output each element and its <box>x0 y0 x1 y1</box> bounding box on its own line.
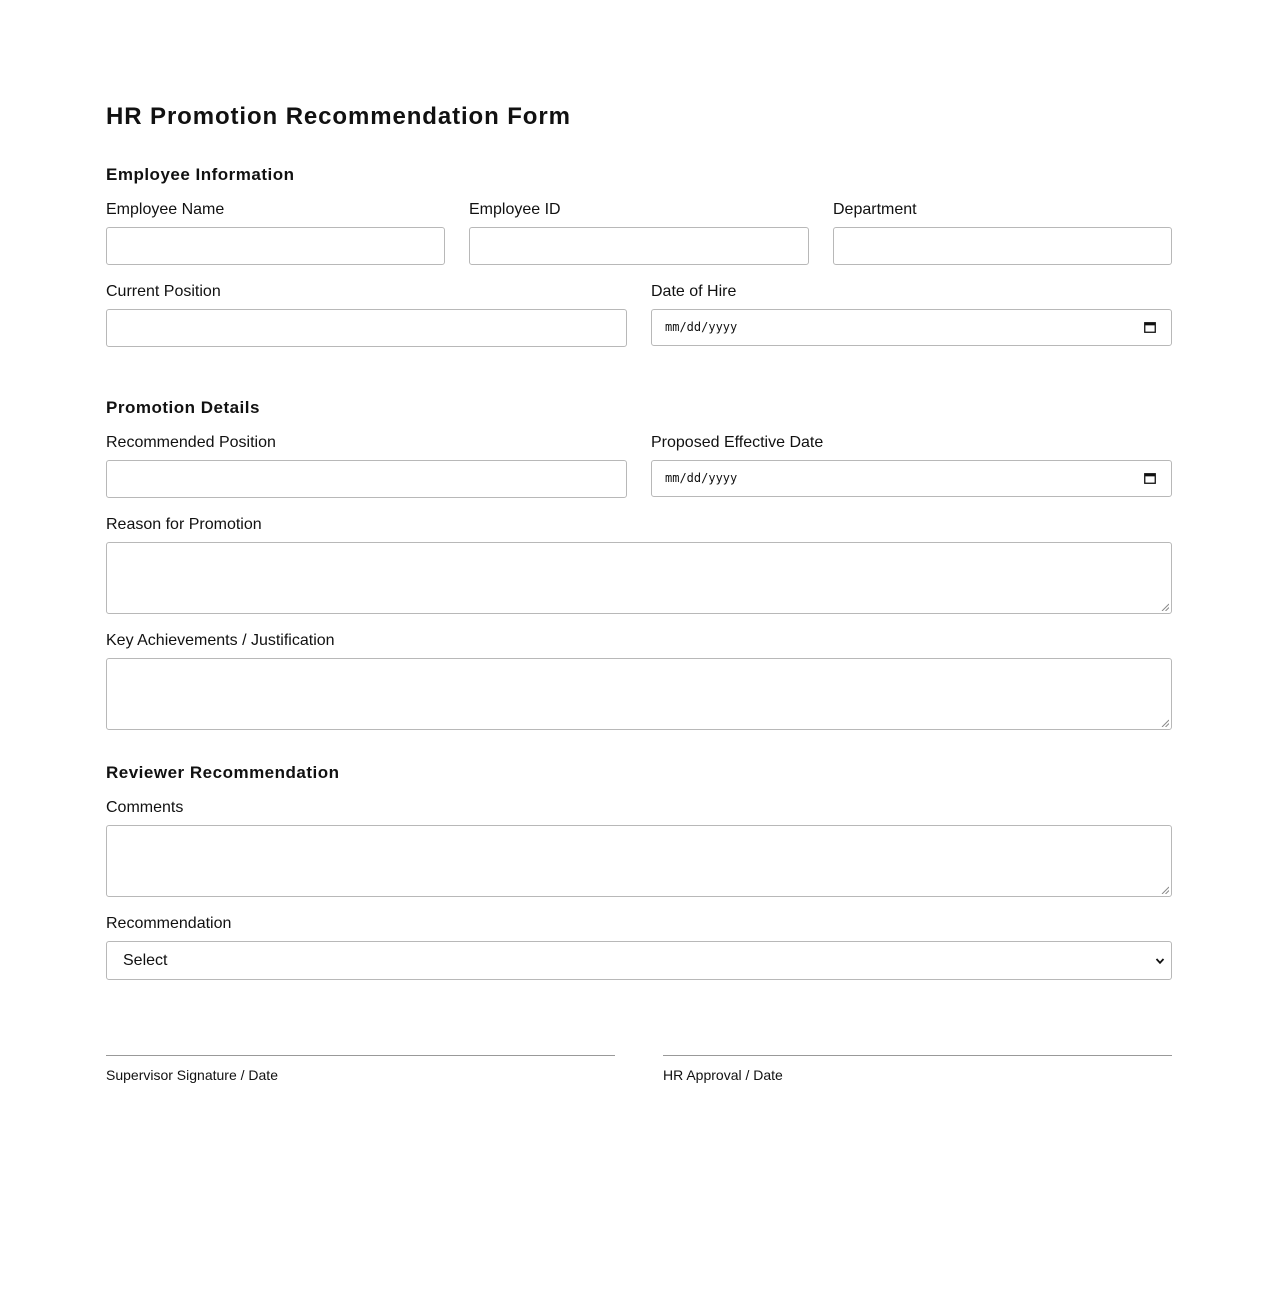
employee-name-label: Employee Name <box>106 201 225 218</box>
comments-textarea[interactable] <box>106 825 1172 897</box>
key-achievements-textarea[interactable] <box>106 658 1172 730</box>
form-title: HR Promotion Recommendation Form <box>106 103 571 130</box>
proposed-effective-date-field <box>651 434 1172 498</box>
recommended-position-field <box>106 434 627 498</box>
supervisor-signature-label: Supervisor Signature / Date <box>106 1067 278 1083</box>
date-of-hire-field <box>651 283 1172 347</box>
proposed-effective-date-label: Proposed Effective Date <box>651 434 824 451</box>
department-field <box>833 201 1172 265</box>
recommendation-selected-value: Select <box>123 952 168 969</box>
section-heading-reviewer-recommendation: Reviewer Recommendation <box>106 763 340 782</box>
employee-name-field <box>106 201 445 265</box>
current-position-field <box>106 283 627 347</box>
date-of-hire-label: Date of Hire <box>651 283 737 300</box>
reason-for-promotion-field <box>106 516 1172 614</box>
department-label: Department <box>833 201 917 218</box>
key-achievements-label: Key Achievements / Justification <box>106 632 335 649</box>
supervisor-signature-line <box>106 1055 615 1056</box>
employee-id-input[interactable] <box>469 227 809 265</box>
resize-grip-icon[interactable] <box>1161 603 1169 611</box>
current-position-input[interactable] <box>106 309 627 347</box>
comments-field <box>106 799 1172 897</box>
key-achievements-field <box>106 632 1172 730</box>
recommended-position-label: Recommended Position <box>106 434 276 451</box>
section-heading-employee-information: Employee Information <box>106 165 295 184</box>
date-of-hire-placeholder: mm/dd/yyyy <box>665 320 738 334</box>
comments-label: Comments <box>106 799 184 816</box>
reason-for-promotion-textarea[interactable] <box>106 542 1172 614</box>
calendar-icon[interactable] <box>1144 472 1156 484</box>
date-of-hire-input[interactable] <box>651 309 1172 346</box>
employee-name-input[interactable] <box>106 227 445 265</box>
section-heading-promotion-details: Promotion Details <box>106 398 260 417</box>
resize-grip-icon[interactable] <box>1161 719 1169 727</box>
recommended-position-input[interactable] <box>106 460 627 498</box>
current-position-label: Current Position <box>106 283 221 300</box>
employee-id-label: Employee ID <box>469 201 561 218</box>
proposed-effective-date-placeholder: mm/dd/yyyy <box>665 471 738 485</box>
reason-for-promotion-label: Reason for Promotion <box>106 516 262 533</box>
employee-id-field <box>469 201 809 265</box>
hr-approval-label: HR Approval / Date <box>663 1067 783 1083</box>
calendar-icon[interactable] <box>1144 321 1156 333</box>
department-input[interactable] <box>833 227 1172 265</box>
proposed-effective-date-input[interactable] <box>651 460 1172 497</box>
recommendation-field <box>106 915 1172 980</box>
resize-grip-icon[interactable] <box>1161 886 1169 894</box>
hr-approval-line <box>663 1055 1172 1056</box>
recommendation-select[interactable] <box>106 941 1172 980</box>
recommendation-label: Recommendation <box>106 915 232 932</box>
chevron-down-icon[interactable] <box>1155 956 1165 966</box>
